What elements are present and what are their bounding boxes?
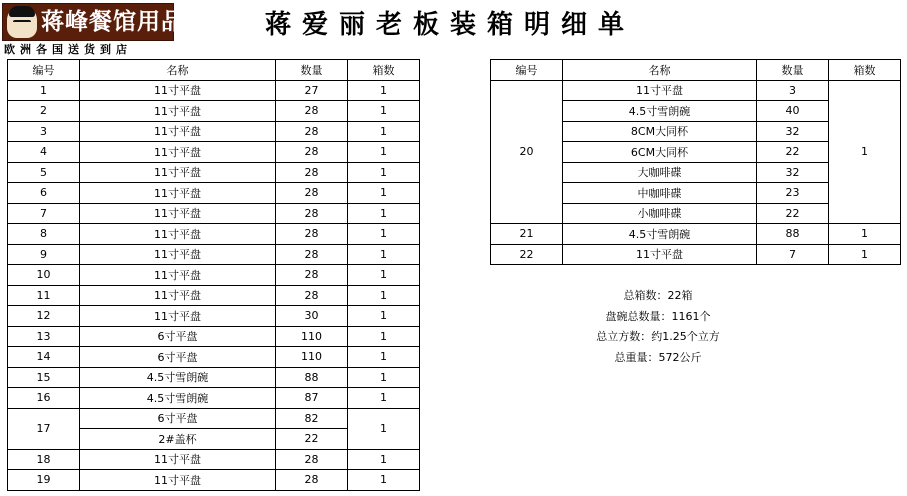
table-row (8, 101, 420, 122)
summary-line: 总箱数：22箱 (623, 289, 693, 302)
logo-name: 蒋峰餐馆用品 (41, 9, 185, 35)
item-quantity: 40 (757, 101, 829, 122)
table-row (8, 347, 420, 368)
row-number: 13 (8, 326, 80, 347)
right-header-row (491, 60, 901, 81)
row-number: 7 (8, 203, 80, 224)
table-row (491, 80, 901, 101)
header-no: 编号 (8, 60, 80, 81)
table-row (8, 121, 420, 142)
row-number: 20 (491, 80, 563, 224)
item-quantity: 28 (276, 265, 348, 286)
box-count: 1 (348, 183, 420, 204)
item-quantity: 82 (276, 408, 348, 429)
box-count: 1 (348, 121, 420, 142)
box-count: 1 (348, 244, 420, 265)
header-name: 名称 (563, 60, 757, 81)
box-count: 1 (348, 224, 420, 245)
box-count: 1 (829, 80, 901, 224)
item-quantity: 28 (276, 285, 348, 306)
item-name: 11寸平盘 (80, 224, 276, 245)
row-number: 22 (491, 244, 563, 265)
row-number: 10 (8, 265, 80, 286)
item-quantity: 23 (757, 183, 829, 204)
item-quantity: 87 (276, 388, 348, 409)
row-number: 15 (8, 367, 80, 388)
row-number: 6 (8, 183, 80, 204)
item-quantity: 28 (276, 183, 348, 204)
table-row (8, 265, 420, 286)
header-name: 名称 (80, 60, 276, 81)
item-name: 6寸平盘 (80, 347, 276, 368)
item-name: 11寸平盘 (80, 244, 276, 265)
item-quantity: 22 (757, 142, 829, 163)
table-row (8, 244, 420, 265)
item-name: 11寸平盘 (80, 162, 276, 183)
item-quantity: 32 (757, 121, 829, 142)
row-number: 18 (8, 449, 80, 470)
table-row (8, 388, 420, 409)
packing-summary (568, 286, 748, 368)
summary-line: 盘碗总数量：1161个 (605, 309, 711, 323)
item-name: 4.5寸雪朗碗 (563, 224, 757, 245)
right-packing-table (490, 59, 901, 265)
table-row (491, 224, 901, 245)
row-number: 8 (8, 224, 80, 245)
row-number: 1 (8, 80, 80, 101)
page-title: 蒋爱丽老板装箱明细单 (264, 10, 635, 40)
item-name: 11寸平盘 (80, 265, 276, 286)
box-count: 1 (348, 203, 420, 224)
table-row (8, 449, 420, 470)
table-row (8, 224, 420, 245)
item-quantity: 7 (757, 244, 829, 265)
item-quantity: 28 (276, 121, 348, 142)
item-quantity: 32 (757, 162, 829, 183)
box-count: 1 (348, 101, 420, 122)
table-row (8, 306, 420, 327)
row-number: 11 (8, 285, 80, 306)
logo-banner (2, 3, 185, 41)
item-quantity: 3 (757, 80, 829, 101)
item-name: 6寸平盘 (80, 408, 276, 429)
box-count: 1 (348, 326, 420, 347)
box-count: 1 (348, 408, 420, 449)
item-name: 4.5寸雪朗碗 (80, 388, 276, 409)
row-number: 12 (8, 306, 80, 327)
row-number: 21 (491, 224, 563, 245)
row-number: 17 (8, 408, 80, 449)
header-boxes: 箱数 (348, 60, 420, 81)
table-row (8, 183, 420, 204)
box-count: 1 (348, 162, 420, 183)
box-count: 1 (348, 265, 420, 286)
table-row (8, 80, 420, 101)
item-quantity: 28 (276, 101, 348, 122)
summary-line: 总重量：572公斤 (614, 350, 702, 364)
box-count: 1 (348, 449, 420, 470)
box-count: 1 (348, 285, 420, 306)
box-count: 1 (348, 367, 420, 388)
row-number: 5 (8, 162, 80, 183)
header-no: 编号 (491, 60, 563, 81)
item-quantity: 110 (276, 347, 348, 368)
row-number: 4 (8, 142, 80, 163)
table-row (8, 203, 420, 224)
box-count: 1 (829, 244, 901, 265)
item-name: 11寸平盘 (80, 101, 276, 122)
item-quantity: 22 (276, 429, 348, 450)
item-name: 11寸平盘 (80, 183, 276, 204)
box-count: 1 (348, 388, 420, 409)
item-quantity: 28 (276, 449, 348, 470)
left-header-row (8, 60, 420, 81)
table-row (8, 408, 420, 429)
table-row (8, 326, 420, 347)
store-logo (2, 3, 185, 57)
item-name: 11寸平盘 (80, 285, 276, 306)
item-name: 6CM大同杯 (563, 142, 757, 163)
row-number: 9 (8, 244, 80, 265)
item-name: 4.5寸雪朗碗 (563, 101, 757, 122)
item-quantity: 27 (276, 80, 348, 101)
item-name: 11寸平盘 (563, 80, 757, 101)
item-name: 11寸平盘 (80, 121, 276, 142)
item-quantity: 28 (276, 470, 348, 491)
item-name: 大咖啡碟 (563, 162, 757, 183)
table-row (8, 285, 420, 306)
item-name: 8CM大同杯 (563, 121, 757, 142)
row-number: 19 (8, 470, 80, 491)
item-name: 2#盖杯 (80, 429, 276, 450)
item-name: 中咖啡碟 (563, 183, 757, 204)
left-packing-table (7, 59, 420, 491)
box-count: 1 (348, 80, 420, 101)
header-boxes: 箱数 (829, 60, 901, 81)
item-quantity: 88 (276, 367, 348, 388)
owner-portrait-icon (7, 6, 37, 38)
row-number: 3 (8, 121, 80, 142)
table-row (8, 142, 420, 163)
row-number: 14 (8, 347, 80, 368)
logo-subtitle: 欧洲各国送货到店 (4, 43, 132, 56)
row-number: 16 (8, 388, 80, 409)
item-quantity: 30 (276, 306, 348, 327)
item-name: 11寸平盘 (80, 470, 276, 491)
table-row (8, 470, 420, 491)
item-name: 小咖啡碟 (563, 203, 757, 224)
item-quantity: 28 (276, 203, 348, 224)
table-row (8, 367, 420, 388)
item-name: 11寸平盘 (80, 449, 276, 470)
box-count: 1 (348, 347, 420, 368)
item-name: 11寸平盘 (80, 142, 276, 163)
item-name: 11寸平盘 (80, 306, 276, 327)
table-row (8, 162, 420, 183)
header-qty: 数量 (757, 60, 829, 81)
summary-line: 总立方数：约1.25个立方 (596, 330, 720, 343)
item-name: 6寸平盘 (80, 326, 276, 347)
box-count: 1 (348, 306, 420, 327)
item-name: 11寸平盘 (80, 203, 276, 224)
box-count: 1 (348, 470, 420, 491)
table-row (491, 244, 901, 265)
item-quantity: 22 (757, 203, 829, 224)
item-quantity: 110 (276, 326, 348, 347)
item-quantity: 28 (276, 162, 348, 183)
item-quantity: 88 (757, 224, 829, 245)
item-name: 11寸平盘 (563, 244, 757, 265)
box-count: 1 (348, 142, 420, 163)
item-quantity: 28 (276, 142, 348, 163)
header-qty: 数量 (276, 60, 348, 81)
item-quantity: 28 (276, 244, 348, 265)
item-name: 11寸平盘 (80, 80, 276, 101)
box-count: 1 (829, 224, 901, 245)
row-number: 2 (8, 101, 80, 122)
item-name: 4.5寸雪朗碗 (80, 367, 276, 388)
item-quantity: 28 (276, 224, 348, 245)
